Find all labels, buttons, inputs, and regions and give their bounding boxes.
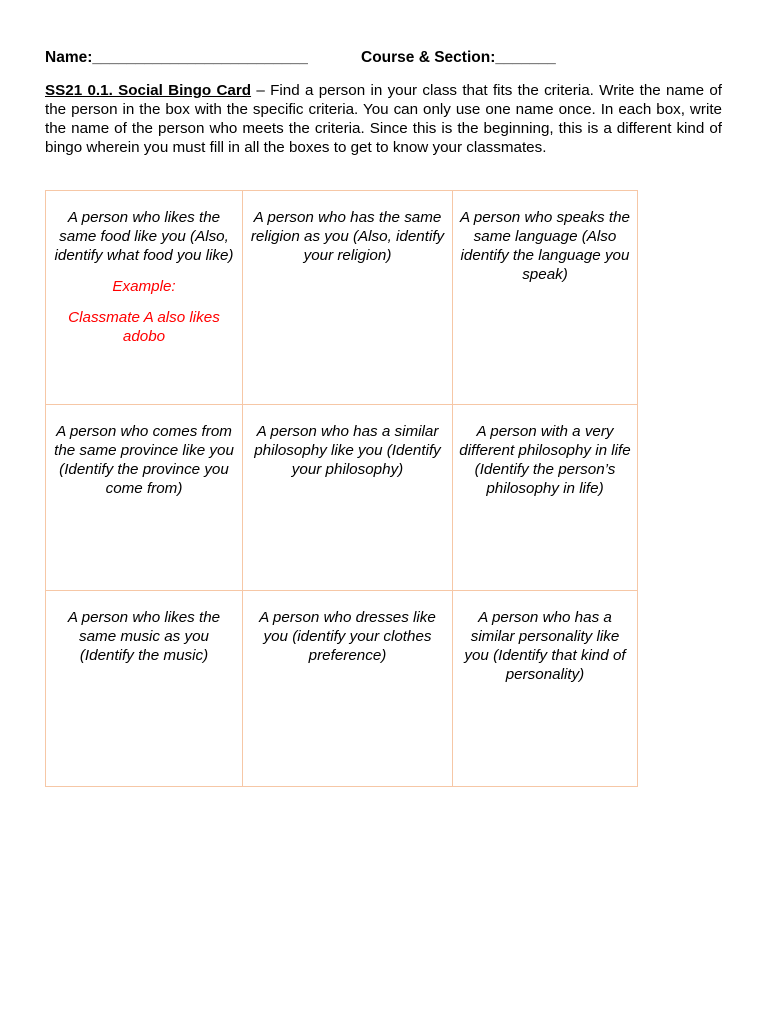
bingo-criteria: A person who speaks the same language (Also identify the language you speak) bbox=[460, 209, 630, 283]
bingo-row bbox=[46, 591, 638, 787]
instructions-paragraph bbox=[45, 81, 722, 157]
bingo-box[interactable] bbox=[453, 405, 638, 591]
bingo-criteria: A person who comes from the same province like you (Identify the province you come from) bbox=[54, 423, 234, 497]
bingo-box[interactable] bbox=[46, 191, 243, 405]
bingo-box[interactable] bbox=[453, 191, 638, 405]
bingo-box[interactable] bbox=[46, 591, 243, 787]
bingo-box[interactable] bbox=[243, 591, 453, 787]
instructions-text: – Find a person in your class that fits the criteria. Write the name of the person in the box with the specific criteria. You can only use one name once. In each box, write the name of the person who meets the criteria. Since this is the beginning, this is a different kind of bingo wherein you must fill in all the boxes to get to know your classmates. bbox=[45, 82, 722, 156]
example-label: Example: bbox=[112, 278, 176, 295]
bingo-card-grid bbox=[45, 190, 638, 787]
bingo-criteria: A person who dresses like you (identify your clothes preference) bbox=[259, 609, 436, 664]
bingo-row bbox=[46, 191, 638, 405]
bingo-criteria: A person who has a similar personality like you (Identify that kind of personality) bbox=[464, 609, 626, 683]
bingo-criteria: A person who has the same religion as you (Also, identify your religion) bbox=[250, 209, 445, 264]
bingo-box[interactable] bbox=[46, 405, 243, 591]
bingo-box[interactable] bbox=[453, 591, 638, 787]
bingo-box[interactable] bbox=[243, 191, 453, 405]
bingo-criteria: A person who has a similar philosophy like you (Identify your philosophy) bbox=[254, 423, 441, 478]
header-line bbox=[45, 49, 725, 67]
bingo-box[interactable] bbox=[243, 405, 453, 591]
bingo-criteria: A person who likes the same music as you (Identify the music) bbox=[67, 609, 221, 664]
example-answer: Classmate A also likes adobo bbox=[68, 309, 220, 345]
course-section-field[interactable]: Course & Section:_______ bbox=[361, 49, 556, 66]
bingo-criteria: A person with a very different philosophy in life (Identify the person’s philosophy in life) bbox=[459, 423, 631, 497]
name-field[interactable]: Name:_________________________ bbox=[45, 49, 308, 66]
bingo-criteria: A person who likes the same food like you (Also, identify what food you like) bbox=[54, 209, 234, 264]
bingo-row bbox=[46, 405, 638, 591]
activity-title: SS21 0.1. Social Bingo Card bbox=[45, 82, 252, 99]
